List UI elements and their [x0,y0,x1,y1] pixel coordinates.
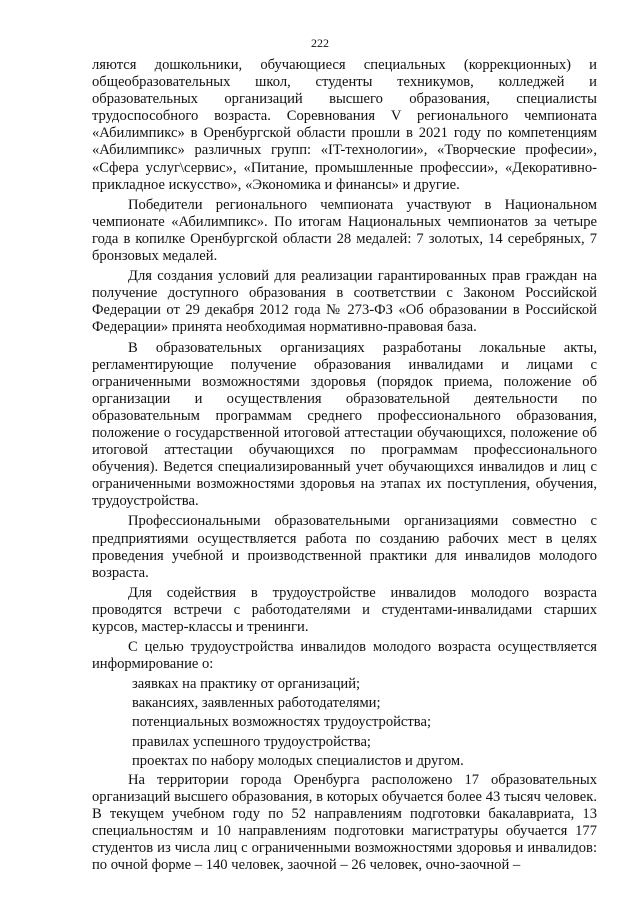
paragraph: Профессиональными образовательными организациями совместно с предприятиями осуществляется работа по созданию рабочих мест в целях проведения учебной и производственной практики для инвалидов молодого возраста. [92,513,597,581]
list-item: проектах по набору молодых специалистов и другом. [132,752,464,769]
paragraph-final: На территории города Оренбурга расположено 17 образовательных организаций высшего образования, в которых обучается более 43 тысяч человек. В текущем учебном году по 52 направлениям подготовки бакалавриата, 13 специальностям и 10 направлениям подготовки магистратуры обучается 177 студентов из числа лиц с ограниченными возможностями здоровья и инвалидов: по очной форме – 140 человек, заочной – 26 человек, очно-заочной – [92,771,597,874]
paragraph-continuation: ляются дошкольники, обучающиеся специальных (коррекционных) и общеобразовательных школ, студенты техникумов, колледжей и образовательных организаций высшего образования, специалисты трудоспособного возраста. Соревнования V регионального чемпионата «Абилимпикс» в Оренбургской области прошли в 2021 году по компетенциям «Абилимпикс» различных групп: «IT-технологии», «Творческие професии», «Сфера услуг\сервис», «Питание, промышленные профессии», «Декоративно-прикладное искусство», «Экономика и финансы» и другие. [92,57,597,193]
paragraph: Победители регионального чемпионата участвуют в Национальном чемпионате «Абилимпикс». По итогам Национальных чемпионатов за четыре года в копилке Оренбургской области 28 медалей: 7 золотых, 14 серебряных, 7 бронзовых медалей. [92,196,597,265]
list-item: правилах успешного трудоустройства; [132,733,371,750]
page-number: 222 [311,36,329,50]
paragraph: С целью трудоустройства инвалидов молодого возраста осуществляется информирование о: [92,639,597,673]
paragraph: В образовательных организациях разработаны локальные акты, регламентирующие получение образования инвалидами и лицами с ограниченными возможностями здоровья (порядок приема, положение об организации и осуществления образовательной деятельности по образовательным программам среднего профессионального образования, положение о государственной итоговой аттестации обучающихся, положение об итоговой аттестации обучающихся по программам профессионального обучения). Ведется специализированный учет обучающихся инвалидов и лиц с ограниченными возможностями здоровья на этапах их поступления, обучения, трудоустройства. [92,339,597,510]
list-item: вакансиях, заявленных работодателями; [132,695,381,712]
list-item: заявках на практику от организаций; [132,676,361,693]
information-list [92,676,597,769]
list-item: потенциальных возможностях трудоустройства; [132,714,432,731]
paragraph: Для содействия в трудоустройстве инвалидов молодого возраста проводятся встречи с работодателями и студентами-инвалидами старших курсов, мастер-классы и тренинги. [92,584,597,635]
paragraph: Для создания условий для реализации гарантированных прав граждан на получение доступного образования в соответствии с Законом Российской Федерации от 29 декабря 2012 года № 273-ФЗ «Об образовании в Российской Федерации» принята необходимая нормативно-правовая база. [92,268,597,336]
document-body [92,57,597,877]
